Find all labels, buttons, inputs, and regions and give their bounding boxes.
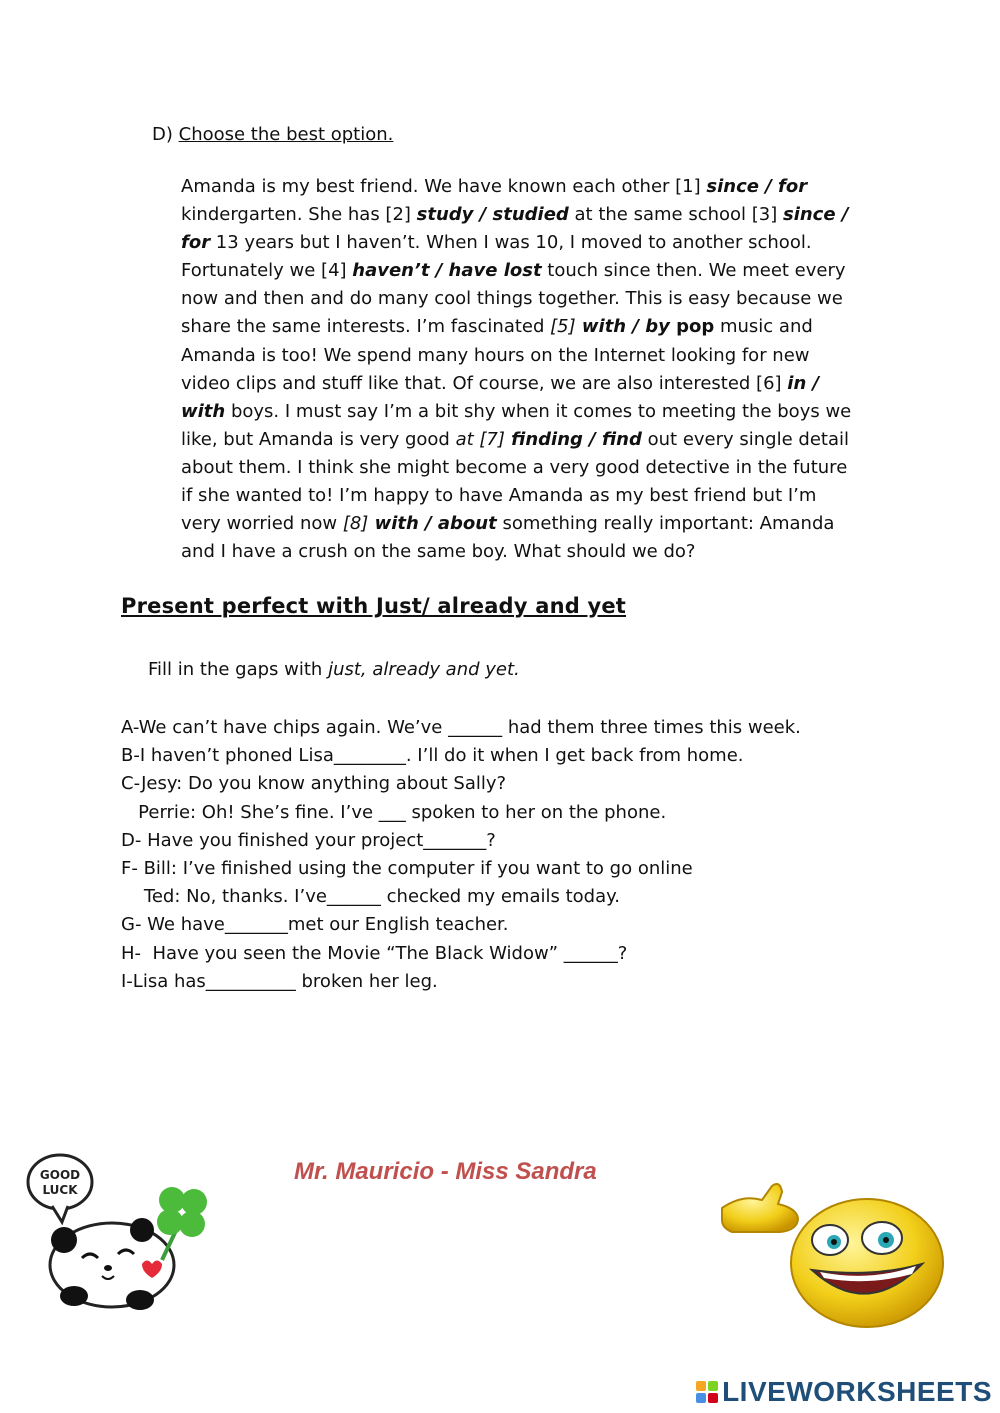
exercise-item: C-Jesy: Do you know anything about Sally? (121, 773, 507, 795)
section-d-heading (152, 124, 393, 145)
exercise-item: A-We can’t have chips again. We’ve ______ had them three times this week. (121, 717, 801, 738)
option-4[interactable]: haven’t / have lost (352, 260, 542, 282)
option-3[interactable]: since / (782, 204, 849, 226)
exercise-item: I-Lisa has__________ broken her leg. (121, 970, 438, 992)
option-6-cont[interactable]: with (181, 400, 226, 422)
option-7[interactable]: finding / find (504, 428, 642, 450)
exercise-item: Perrie: Oh! She’s fine. I’ve ___ spoken to her on the phone. (121, 801, 667, 823)
section-d-instruction: Choose the best option. (178, 124, 394, 145)
option-1[interactable]: since / for (706, 176, 808, 197)
exercise-item: Ted: No, thanks. I’ve______ checked my emails today. (121, 886, 620, 908)
fill-instruction: Fill in the gaps with just, already and yet. (148, 659, 520, 680)
smiley-thumbs-up-icon (712, 1178, 952, 1328)
brand-text: LIVEWORKSHEETS (722, 1376, 992, 1407)
reading-passage: Amanda is my best friend. We have known each other [1] since / for kindergarten. She has [2] study / studied at the same school [3] since / for 13 years but I haven’t. When I was 10, I moved to another school. Fortunately we [4] haven’t / have lost touch since then. We meet every now and then and do many cool things together. This is easy because we share the same interests. I’m fascinated [5] with / by pop music and Amanda is too! We spend many hours on the Internet looking for new video clips and stuff like that. Of course, we are also interested [6] in / with boys. I must say I’m a bit shy when it comes to meeting the boys we like, but Amanda is very good at [7] finding / find out every single detail about them. I think she might become a very good detective in the future if she wanted to! I’m happy to have Amanda as my best friend but I’m very worried now [8] with / about something really important: Amanda and I have a crush on the same boy. What should we do? (181, 176, 852, 563)
svg-text:GOOD: GOOD (39, 1168, 81, 1182)
exercise-list (121, 714, 801, 996)
option-8[interactable]: with / about (368, 513, 497, 535)
option-2[interactable]: study / studied (416, 204, 569, 226)
section-title: Present perfect with Just/ already and yet (121, 594, 627, 618)
panda-good-luck-icon (22, 1150, 212, 1315)
clover-icon (157, 1187, 207, 1237)
option-6[interactable]: in / (787, 372, 820, 394)
liveworksheets-brand[interactable] (696, 1376, 992, 1408)
section-d-label: D) (152, 124, 173, 145)
exercise-item: H- Have you seen the Movie “The Black Widow” ______? (121, 942, 628, 964)
option-5[interactable]: with / by (575, 316, 670, 338)
exercise-item: B-I haven’t phoned Lisa________. I’ll do it when I get back from home. (121, 745, 744, 767)
brand-logo-icon (696, 1381, 718, 1403)
exercise-item: G- We have_______met our English teacher. (121, 914, 509, 936)
teacher-credits: Mr. Mauricio - Miss Sandra (294, 1158, 597, 1185)
exercise-item: F- Bill: I’ve finished using the computer if you want to go online (121, 858, 693, 880)
exercise-item: D- Have you finished your project_______? (121, 829, 496, 851)
option-3-cont[interactable]: for (181, 232, 211, 254)
svg-text:LUCK: LUCK (42, 1183, 78, 1197)
